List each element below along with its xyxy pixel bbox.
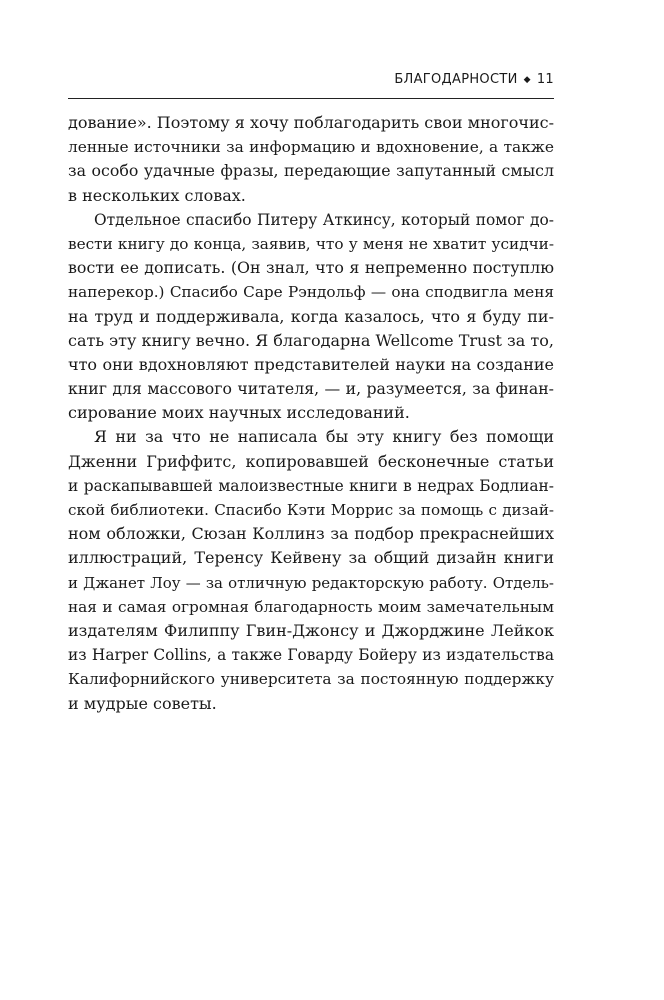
paragraph-3 bbox=[68, 425, 554, 715]
text-line: и раскапывавшей малоизвестные книги в недрах Бодлиан- bbox=[68, 476, 554, 495]
text-line: ленные источники за информацию и вдохновение, а также bbox=[68, 138, 554, 157]
text-line: Я ни за что не написала бы эту книгу без помощи bbox=[94, 427, 554, 447]
text-line: сать эту книгу вечно. Я благодарна Wellcome Trust за то, bbox=[68, 330, 554, 350]
page-number: 11 bbox=[536, 72, 554, 87]
text-line: Отдельное спасибо Питеру Аткинсу, который помог до- bbox=[94, 210, 554, 229]
text-line: и Джанет Лоу — за отличную редакторскую работу. Отдель- bbox=[68, 573, 554, 592]
text-line: ном обложки, Сюзан Коллинз за подбор прекраснейших bbox=[68, 524, 554, 544]
body-text bbox=[68, 111, 554, 716]
paragraph-1 bbox=[68, 111, 554, 208]
text-line: из Harper Collins, а также Говарду Бойеру из издательства bbox=[68, 646, 554, 665]
text-line: вести книгу до конца, заявив, что у меня не хватит усидчи- bbox=[68, 234, 554, 253]
section-title: БЛАГОДАРНОСТИ bbox=[394, 72, 518, 87]
text-line: издателям Филиппу Гвин-Джонсу и Джорджине Лейкок bbox=[68, 620, 554, 640]
text-line: Дженни Гриффитс, копировавшей бесконечные статьи bbox=[68, 451, 554, 471]
text-line: ная и самая огромная благодарность моим замечательным bbox=[68, 597, 554, 616]
text-line: на труд и поддерживала, когда казалось, что я буду пи- bbox=[68, 306, 554, 326]
text-line: книг для массового читателя, — и, разумеется, за финан- bbox=[68, 379, 554, 399]
diamond-separator-icon: ◆ bbox=[523, 75, 531, 85]
text-line: дование». Поэтому я хочу поблагодарить свои многочис- bbox=[68, 113, 554, 132]
text-line: сирование моих научных исследований. bbox=[68, 403, 410, 423]
text-line: ской библиотеки. Спасибо Кэти Моррис за помощь с дизай- bbox=[68, 501, 554, 519]
text-line: в нескольких словах. bbox=[68, 185, 246, 205]
text-line: что они вдохновляют представителей науки на создание bbox=[68, 354, 554, 374]
text-line: иллюстраций, Теренсу Кейвену за общий дизайн книги bbox=[68, 548, 554, 568]
paragraph-2 bbox=[68, 208, 554, 426]
text-line: Калифорнийского университета за постоянную поддержку bbox=[68, 670, 554, 689]
text-line: и мудрые советы. bbox=[68, 693, 217, 713]
running-header bbox=[68, 72, 554, 99]
text-line: вости ее дописать. (Он знал, что я непременно поступлю bbox=[68, 258, 554, 278]
text-line: за особо удачные фразы, передающие запутанный смысл bbox=[68, 161, 554, 181]
text-line: наперекор.) Спасибо Саре Рэндольф — она сподвигла меня bbox=[68, 283, 554, 302]
